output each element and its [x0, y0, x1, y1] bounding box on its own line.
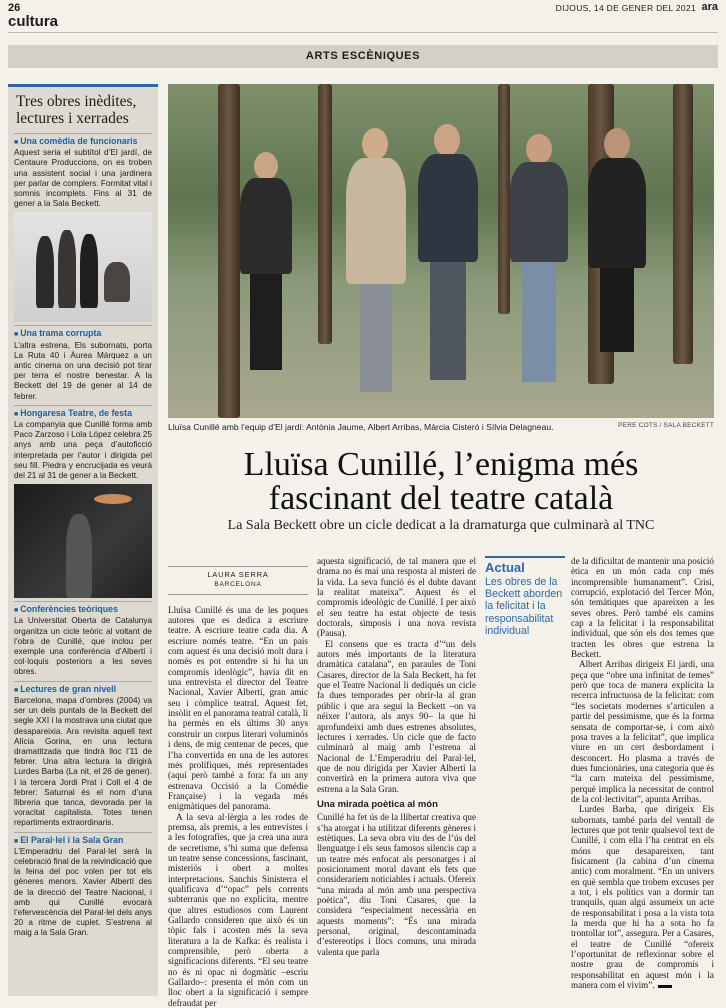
subheadline: La Sala Beckett obre un cicle dedicat a la dramaturga que culminarà al TNC	[227, 518, 655, 533]
article-subtitle: Una mirada poètica al món	[317, 798, 438, 810]
main-photo	[168, 84, 714, 418]
sidebar-item-head: ■ Una trama corrupta	[14, 325, 152, 340]
byline: LAURA SERRA	[168, 566, 308, 580]
sidebar-item	[8, 325, 158, 401]
sidebar-item-text: L’altra estrena, Els subornats, porta La Ruta 40 i Àurea Márquez a un antic cinema on una decisió pot tirar per terra el nostre benestar. A la Beckett del 19 de gener al 14 de febrer.	[14, 340, 152, 401]
article-paragraph: A la seva al·lèrgia a les rodes de premsa, als premis, a les entrevistes i a les fotografies, que ja crea una aura de secretisme, s’hi suma que defensa un teatre sense concessions, fascinant, misteriós i obert a moltes interpretacions. Sanchis Sinisterra el qualificava d’“opac” pels corrents subterranis que no explicita, mentre que altres estudiosos com Laurent Gallardo consideren que això és un tòpic fals i acosten més la seva literatura a la de Kafka: és realista i comprensible, però oberta a significacions diferents. “El seu teatre no és ni opac ni dogmàtic –escriu Gallardo–: presenta el món com un lloc obert a la significació i sempre defraudat per	[168, 811, 308, 1008]
article-paragraph	[571, 804, 714, 990]
sidebar-item-text: L’Emperadriu del Paral·lel serà la celebració final de la reivindicació que la feina del poc volen per tot els gèneres menors. Xavier Albertí des de la direcció del Teatre Nacional, i amb qui Cunillé evocarà l’efervescència del Paral·lel dels anys 20 a ritme de cuplet. S’estrena al maig a la Sala Gran.	[14, 846, 152, 938]
headline-line-1: Lluïsa Cunillé, l’enigma més	[243, 446, 639, 483]
page-number: 26	[8, 2, 21, 14]
article-paragraph: Lluïsa Cunillé és una de les poques autores que es dedica a escriure teatre. A escriure teatre cada dia. A escriure només teatre. “En un país com aquest és una decisió molt dura i només es pot entendre si hi ha un compromís ideològic”, havia dit en una entrevista el director del Teatre Nacional, Xavier Albertí, gran amic seu i còmplice teatral. Aquest fet, insòlit en el panorama teatral català, li ha permès en els últims 30 anys construir un corpus literari voluminós i dens, de mig centenar de peces, que l’ha convertida en una de les autores més prolífiques, més representades (aquí però també a fora: fa un any estrenava Occisió a la Comédie Française) i la vegada més enigmàtiques del panorama.	[168, 604, 308, 812]
sidebar-item	[8, 405, 158, 481]
sidebar-item-head: ■ Una comèdia de funcionaris	[14, 133, 152, 148]
sidebar-item-head: ■ El Paral·lel i la Sala Gran	[14, 832, 152, 847]
sidebar-item-head: ■ Conferències teòriques	[14, 601, 152, 616]
sidebar-item-text: La companyia que Cunillé forma amb Paco Zarzoso i Lola López celebra 25 anys amb una peça d’autoficció interpretada per l’autor i dirigida pel seu fill. Piedra y encrucijada es veurà del 21 al 31 de gener a la Beckett.	[14, 420, 152, 481]
sidebar-item	[8, 133, 158, 209]
headline-line-2: fascinant del teatre català	[268, 480, 614, 517]
sidebar-photo-performer	[14, 484, 152, 598]
end-mark	[658, 985, 672, 988]
sidebar-item-head: ■ Hongaresa Teatre, de festa	[14, 405, 152, 420]
pull-quote-label: Actual	[485, 560, 525, 575]
sidebar-item-text: Barcelona, mapa d’ombres (2004) va ser un dels puntals de la Beckett del segle XXI i la mostrava una ciutat que desapareixia. Ara revisita aquell text Alícia Gorina, en una lectura dramatitzada que tindrà lloc l’11 de febrer. Una altra lectura la dirigirà Lurdes Barba (La nit, el 26 de gener). I la tercera Jordi Prat i Coll el 4 de febrer: Saturnal és el nom d’una llibreria que tanca, devorada per la voracitat capitalista. Totes tenen repartiments extraordinaris.	[14, 695, 152, 828]
article-paragraph: aquesta significació, de tal manera que el drama no és mai una resposta al misteri de la vida. La seva funció és el dubte davant la realitat mateixa”. Aquest és el compromís ideològic de Cunillé. I per això el seu teatre ha estat objecte de tesis doctorals, simposis i una nova revista (Pausa).	[317, 556, 476, 639]
article-column-1	[168, 556, 308, 1008]
sidebar-photo-el-subornats	[14, 212, 152, 322]
sidebar-item-text: Aquest seria el subtítol d’El jardí, de Centaure Produccions, on es troben una assistent social i una jardinera per parlar de complers. Formitat vital i somnis incomplets. Fins al 31 de gener a la Sala Beckett.	[14, 148, 152, 209]
issue-date: DIJOUS, 14 DE GENER DEL 2021	[555, 3, 696, 13]
caption-text: Lluïsa Cunillé amb l’equip d’El jardí: Antònia Jaume, Albert Arribas, Màrcia Cisteró i Sílvia Delagneau.	[168, 422, 554, 432]
sidebar-title: Tres obres inèdites, lectures i xerrades	[16, 93, 137, 127]
photo-caption	[168, 422, 714, 432]
byline-city: BARCELONA	[168, 580, 308, 594]
article-paragraph: Albert Arribas dirigeix El jardí, una peça que “obre una infinitat de temes” però que toca de manera explícita la recerca infructuosa de la felicitat: com “les societats modernes s’articulen a partir del pessimisme, que és la forma sensata de comportar-se, i com això posa traves a la felicitat”, que implica viure en un cert desbordament i desconcert. Ho plasma a través de dues funcionàries, una categoria que és “la carn mateixa del pessimisme, perquè implica la necessitat de control de la col·lectivitat”, apunta Arribas.	[571, 659, 714, 804]
sidebar-item-head: ■ Lectures de gran nivell	[14, 681, 152, 696]
headline	[168, 448, 714, 516]
pull-quote	[485, 556, 565, 637]
brand-logo: ara	[701, 1, 718, 13]
sidebar-item	[8, 681, 158, 829]
section-name: cultura	[8, 13, 59, 30]
article-paragraph: Cunillé ha fet ús de la llibertat creativa que s’ha atorgat i ha utilitzat diferents gèneres i estètiques. La seva obra viu des de l’ús del llenguatge i els seus famosos silencis cap a un teatre més enfocat als personatges i al posicionament moral davant els fets que consideraríem noticiables i actuals. Ofereix “una mirada al món amb una perspectiva poètica”, diu Toni Casares, que la considera “especialment necessària en aquests moments”: “És una mirada personal, original, descontaminada d’estereotips i llocs comuns, una mirada valenta que parla	[317, 812, 476, 957]
top-bar	[8, 2, 718, 16]
article-column-2	[317, 556, 476, 957]
section-rule	[8, 32, 718, 33]
pull-quote-box	[485, 556, 565, 637]
article-paragraph-text: Lurdes Barba, que dirigeix Els subornats, també parla del ventall de lectures que pot tenir qualsevol text de Cunillé, i com ella l’ha centrat en els móns que desapareixen, tant físicament (la cabina d’un cinema antic) com moralment. “En un univers en què sembla que trobem excuses per a tot, i els polítics van a dormir tan tranquils, quan algú assumeix un acte de responsabilitat i posa a la vista tota la merda que hi ha a sota ho fa trontollar tot”, assegura. Per a Casares, el teatre de Cunillé “ofereix l’oportunitat de reflexionar sobre el nostre grau de compromís i responsabilitat en aquest món i la manera com el vivim”.	[571, 804, 714, 991]
section-band: ARTS ESCÈNIQUES	[8, 45, 718, 68]
photo-credit: PERE COTS / SALA BECKETT	[618, 422, 714, 429]
pull-quote-text: Les obres de la Beckett aborden la felicitat i la responsabilitat individual	[485, 576, 563, 637]
article-column-4	[571, 556, 714, 990]
sidebar-item	[8, 832, 158, 939]
sidebar-item-text: La Universitat Oberta de Catalunya organitza un cicle teòric al voltant de l’obra de Cunillé, que inclou per exemple una conferència d’Albertí i col·loquis posteriors a les seves obres.	[14, 616, 152, 677]
sidebar-item	[8, 601, 158, 677]
article-paragraph: El consens que es tracta d’“un dels autors més importants de la literatura dramàtica catalana”, en paraules de Toni Casares, director de la Sala Beckett, ha fet que el Teatre Nacional li dediqués un cicle fa dues temporades per obrir-la al gran públic i que ara segui la Beckett –on va néixer l’autora, als anys 90– la que hi aprofundeixi amb dues estrenes absolutes, lectures i xerrades. Un cicle que de facto culminarà al maig amb l’estrena al Nacional de L’Emperadriu del Paral·lel, que de nou dirigida per Xavier Albertí la convertirà en la primera autora viva que estrena a la Sala Gran.	[317, 638, 476, 794]
sidebar	[8, 84, 158, 996]
article-paragraph: de la dificultat de mantenir una posició ètica en un món cada cop més incomprensible humanament”. Crisi, corrupció, explotació del Tercer Món, són temàtiques que apareixen a les seves obres. Però també els camins cap a la felicitat i la responsabilitat individual, que són els dos temes que tracten les obres que estrena la Beckett.	[571, 556, 714, 660]
